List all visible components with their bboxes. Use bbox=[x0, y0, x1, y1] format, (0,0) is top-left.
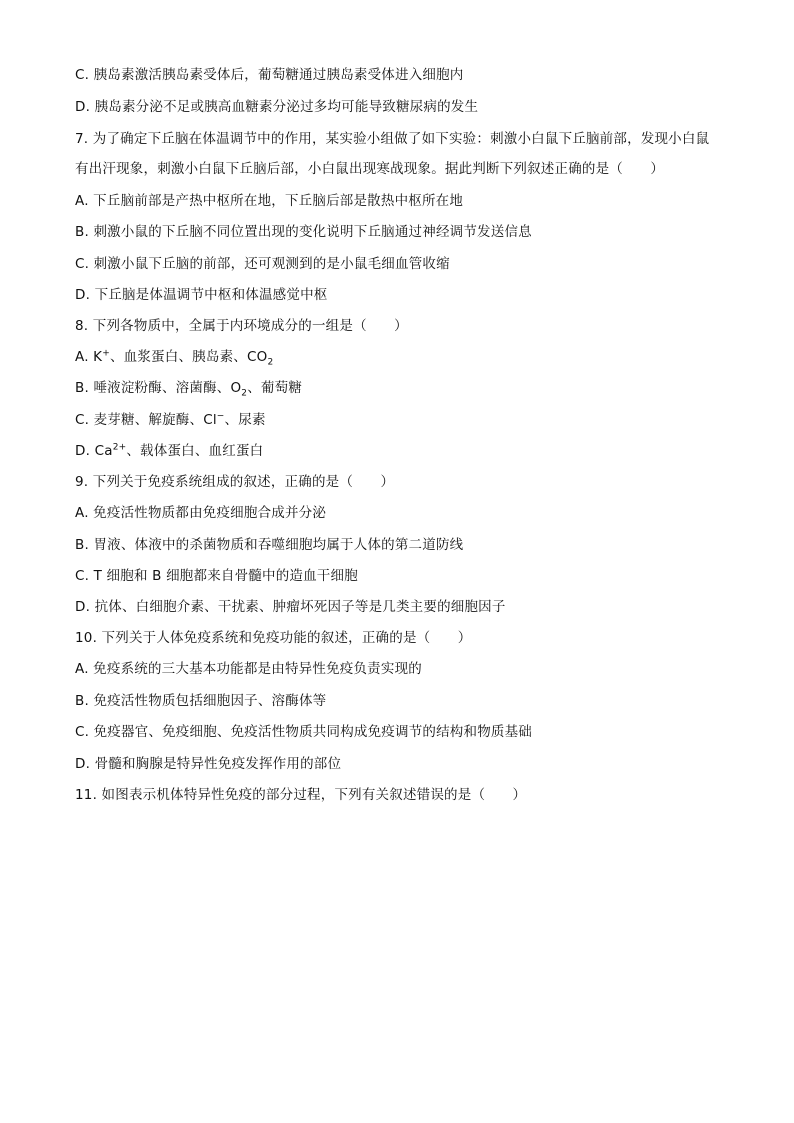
option-8b-sub: 2 bbox=[241, 388, 248, 399]
option-7c: C. 刺激小鼠下丘脑的前部，还可观测到的是小鼠毛细血管收缩 bbox=[75, 256, 450, 272]
question-7-stem-line-1: 7. 为了确定下丘脑在体温调节中的作用，某实验小组做了如下实验：刺激小白鼠下丘脑前部，发现小白鼠 bbox=[75, 131, 710, 147]
option-8c-sup: − bbox=[216, 411, 225, 422]
option-8b bbox=[75, 379, 735, 397]
option-7a: A. 下丘脑前部是产热中枢所在地，下丘脑后部是散热中枢所在地 bbox=[75, 193, 464, 209]
option-8c-prefix: C. 麦芽糖、解旋酶、Cl bbox=[75, 412, 217, 428]
option-9a: A. 免疫活性物质都由免疫细胞合成并分泌 bbox=[75, 505, 327, 521]
option-8d-sup: 2+ bbox=[112, 442, 127, 453]
option-8c-suffix: 、尿素 bbox=[224, 412, 266, 428]
option-9d: D. 抗体、白细胞介素、干扰素、肿瘤坏死因子等是几类主要的细胞因子 bbox=[75, 599, 506, 615]
option-9c: C. T 细胞和 B 细胞都来自骨髓中的造血干细胞 bbox=[75, 568, 358, 584]
option-7d: D. 下丘脑是体温调节中枢和体温感觉中枢 bbox=[75, 287, 328, 303]
option-8d-suffix: 、载体蛋白、血红蛋白 bbox=[126, 443, 264, 459]
option-6c: C. 胰岛素激活胰岛素受体后，葡萄糖通过胰岛素受体进入细胞内 bbox=[75, 67, 464, 83]
option-8b-prefix: B. 唾液淀粉酶、溶菌酶、O bbox=[75, 380, 242, 396]
question-10-stem: 10. 下列关于人体免疫系统和免疫功能的叙述，正确的是（ ） bbox=[75, 630, 472, 646]
option-8a-middle: 、血浆蛋白、胰岛素、CO bbox=[109, 349, 268, 365]
option-9b: B. 胃液、体液中的杀菌物质和吞噬细胞均属于人体的第二道防线 bbox=[75, 537, 464, 553]
option-10b: B. 免疫活性物质包括细胞因子、溶酶体等 bbox=[75, 693, 327, 709]
option-10c: C. 免疫器官、免疫细胞、免疫活性物质共同构成免疫调节的结构和物质基础 bbox=[75, 724, 533, 740]
question-11-stem: 11. 如图表示机体特异性免疫的部分过程，下列有关叙述错误的是（ ） bbox=[75, 787, 527, 803]
question-8-stem: 8. 下列各物质中，全属于内环境成分的一组是（ ） bbox=[75, 318, 408, 334]
option-10d: D. 骨髓和胸腺是特异性免疫发挥作用的部位 bbox=[75, 756, 342, 772]
option-8a-prefix: A. K bbox=[75, 349, 103, 365]
question-7-stem-line-2: 有出汗现象，刺激小白鼠下丘脑后部，小白鼠出现寒战现象。据此判断下列叙述正确的是（ ） bbox=[75, 161, 665, 177]
option-8b-suffix: 、葡萄糖 bbox=[247, 380, 303, 396]
option-8a-sub: 2 bbox=[267, 357, 274, 368]
option-8c bbox=[75, 411, 735, 429]
option-8a-sup: + bbox=[102, 348, 110, 359]
option-8d bbox=[75, 442, 735, 460]
question-9-stem: 9. 下列关于免疫系统组成的叙述，正确的是（ ） bbox=[75, 474, 395, 490]
option-8d-prefix: D. Ca bbox=[75, 443, 113, 459]
option-7b: B. 刺激小鼠的下丘脑不同位置出现的变化说明下丘脑通过神经调节发送信息 bbox=[75, 224, 532, 240]
option-6d: D. 胰岛素分泌不足或胰高血糖素分泌过多均可能导致糖尿病的发生 bbox=[75, 99, 479, 115]
option-8a bbox=[75, 348, 735, 366]
option-10a: A. 免疫系统的三大基本功能都是由特异性免疫负责实现的 bbox=[75, 661, 422, 677]
